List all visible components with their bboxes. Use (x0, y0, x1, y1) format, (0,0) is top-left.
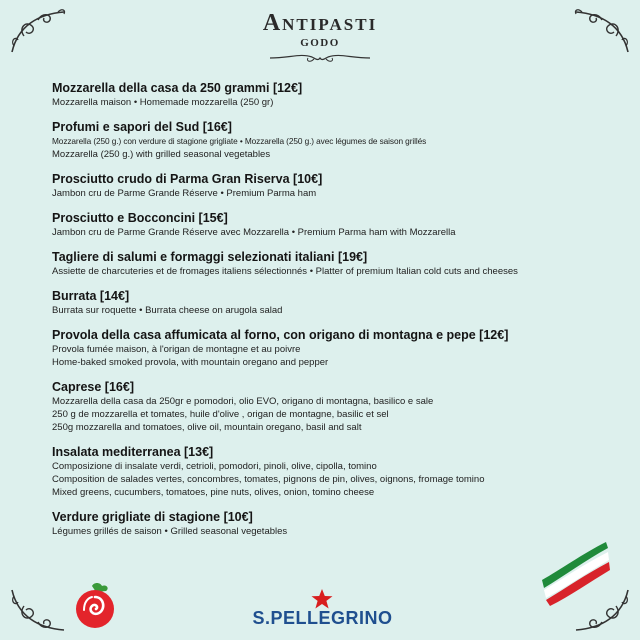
ornament-bottom-left-icon (8, 584, 70, 636)
menu-item-name: Prosciutto crudo di Parma Gran Riserva [10€] (52, 172, 323, 186)
menu-item-description: Provola fumée maison, à l'origan de montagne et au poivre (52, 344, 301, 355)
page-title: Antipasti (262, 10, 378, 36)
menu-item-description: Mozzarella maison • Homemade mozzarella (250 gr) (52, 97, 274, 108)
menu-item (52, 444, 612, 499)
menu-item-name: Prosciutto e Bocconcini [15€] (52, 211, 228, 225)
menu-item-description: Mozzarella della casa da 250gr e pomodori, olio EVO, origano di montagna, basilico e sale (52, 396, 434, 407)
menu-item-description: 250 g de mozzarella et tomates, huile d'olive , origan de montagne, basilic et sel (52, 409, 389, 420)
menu-list (52, 80, 612, 548)
menu-item-name: Mozzarella della casa da 250 grammi [12€] (52, 81, 303, 95)
menu-item-description: Home-baked smoked provola, with mountain oregano and pepper (52, 357, 329, 368)
menu-item (52, 119, 612, 161)
divider-ornament-icon (260, 51, 380, 65)
menu-item-name: Provola della casa affumicata al forno, con origano di montagna e pepe [12€] (52, 328, 509, 342)
red-star-icon (310, 588, 334, 610)
tomato-logo-icon (70, 580, 120, 630)
menu-item-description: Composizione di insalate verdi, cetrioli, pomodori, pinoli, olive, cipolla, tomino (52, 461, 377, 472)
brand-name: S.PELLEGRINO (252, 608, 393, 628)
page-subtitle: GODO (300, 37, 340, 49)
menu-item-name: Profumi e sapori del Sud [16€] (52, 120, 232, 134)
menu-item-name: Insalata mediterranea [13€] (52, 445, 214, 459)
menu-header (0, 10, 640, 65)
menu-item-name: Caprese [16€] (52, 380, 134, 394)
italian-flag-icon (538, 540, 612, 606)
menu-item-description: Jambon cru de Parme Grande Réserve avec Mozzarella • Premium Parma ham with Mozzarella (52, 227, 456, 238)
menu-item (52, 379, 612, 434)
menu-item-description: Assiette de charcuteries et de fromages italiens sélectionnés • Platter of premium Italian cold cuts and cheeses (52, 266, 518, 277)
menu-item-name: Tagliere di salumi e formaggi selezionati italiani [19€] (52, 250, 368, 264)
brand-logo (250, 588, 395, 628)
menu-item-description: Jambon cru de Parme Grande Réserve • Premium Parma ham (52, 188, 317, 199)
menu-item-description: Légumes grillés de saison • Grilled seasonal vegetables (52, 526, 288, 537)
menu-item (52, 80, 612, 109)
menu-item-name: Burrata [14€] (52, 289, 130, 303)
menu-item (52, 509, 612, 538)
menu-item-description: Mixed greens, cucumbers, tomatoes, pine nuts, olives, onion, tomino cheese (52, 487, 375, 498)
menu-item (52, 171, 612, 200)
menu-item (52, 210, 612, 239)
menu-item-description: Burrata sur roquette • Burrata cheese on arugola salad (52, 305, 283, 316)
menu-item-description: Composition de salades vertes, concombres, tomates, pignons de pin, olives, oignons, fromage tomino (52, 474, 485, 485)
menu-item-description: Mozzarella (250 g.) with grilled seasonal vegetables (52, 149, 271, 160)
menu-item (52, 327, 612, 369)
menu-item-name: Verdure grigliate di stagione [10€] (52, 510, 253, 524)
menu-item (52, 249, 612, 278)
menu-item-description: Mozzarella (250 g.) con verdure di stagione grigliate • Mozzarella (250 g.) avec légumes de saison grillés (52, 136, 427, 146)
menu-item (52, 288, 612, 317)
menu-item-description: 250g mozzarella and tomatoes, olive oil, mountain oregano, basil and salt (52, 422, 362, 433)
